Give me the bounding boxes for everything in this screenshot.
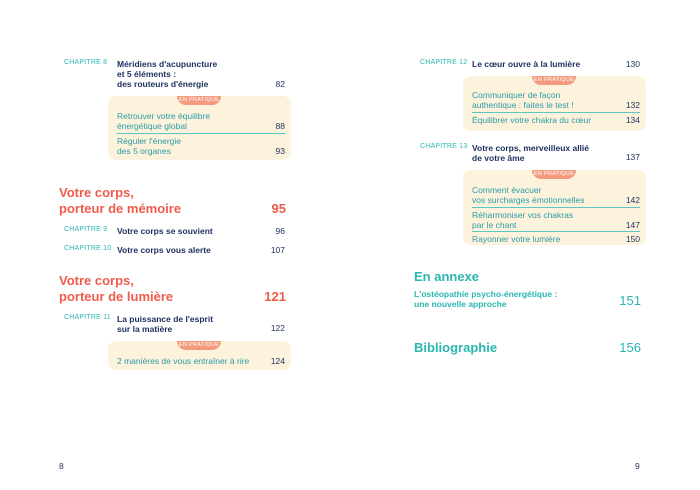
chapter-8-tag: CHAPITRE 8: [64, 59, 108, 66]
divider: [472, 207, 640, 208]
divider: [117, 133, 285, 134]
chapter-13-tag: CHAPITRE 13: [420, 143, 468, 150]
chapter-13-title-line: Votre corps, merveilleux allié: [472, 143, 590, 153]
chapter-8-title-line: des routeurs d'énergie: [117, 79, 209, 89]
bibliography-title[interactable]: Bibliographie: [414, 340, 498, 355]
practice-item-line: Communiquer de façon: [472, 90, 561, 100]
practice-item[interactable]: [117, 136, 181, 156]
practice-item-line: authentique : faites le test !: [472, 100, 574, 110]
annex-subtitle-line: une nouvelle approche: [414, 299, 507, 309]
practice-item-line: énergétique global: [117, 121, 187, 131]
chapter-10-title[interactable]: Votre corps vous alerte: [117, 245, 211, 255]
practice-item[interactable]: [472, 90, 574, 110]
chapter-10-page: 107: [270, 245, 285, 255]
part-title-line: porteur de mémoire: [59, 201, 182, 216]
chapter-13-page: 137: [625, 152, 640, 162]
practice-item-line: 2 manières de vous entraîner à rire: [117, 356, 250, 366]
chapter-11-page: 122: [270, 323, 285, 333]
part-title-line: Votre corps,: [59, 273, 134, 288]
part-title-memoire[interactable]: [59, 185, 181, 217]
practice-item[interactable]: [472, 234, 560, 244]
chapter-9-page: 96: [275, 226, 285, 236]
annex-title[interactable]: En annexe: [414, 269, 480, 284]
chapter-13-title[interactable]: [472, 143, 589, 163]
chapter-8-title-line: et 5 éléments :: [117, 69, 177, 79]
chapter-9-tag: CHAPITRE 9: [64, 226, 108, 233]
practice-item-line: Comment évacuer: [472, 185, 542, 195]
practice-item-page: 142: [625, 195, 640, 205]
chapter-10-tag: CHAPITRE 10: [64, 245, 112, 252]
chapter-11-tag: CHAPITRE 11: [64, 314, 111, 321]
practice-item-line: Rayonner votre lumière: [472, 234, 561, 244]
chapter-9-title[interactable]: Votre corps se souvient: [117, 226, 213, 236]
part-title-lumiere[interactable]: [59, 273, 173, 305]
practice-item[interactable]: [117, 356, 249, 366]
chapter-8-title[interactable]: [117, 59, 217, 89]
part-title-line: Votre corps,: [59, 185, 134, 200]
annex-subtitle-line: L'ostéopathie psycho-énergétique :: [414, 289, 558, 299]
practice-item-line: par le chant: [472, 220, 517, 230]
chapter-8-title-line: Méridiens d'acupuncture: [117, 59, 218, 69]
practice-item-page: 134: [625, 115, 640, 125]
divider: [472, 112, 640, 113]
chapter-8-page: 82: [275, 79, 285, 89]
chapter-12-title[interactable]: Le cœur ouvre à la lumière: [472, 59, 581, 69]
chapter-11-title-line: sur la matière: [117, 324, 173, 334]
en-pratique-badge: EN PRATIQUE: [178, 97, 220, 103]
part-lumiere-page: 121: [264, 289, 286, 304]
chapter-11-title-line: La puissance de l'esprit: [117, 314, 214, 324]
en-pratique-badge: EN PRATIQUE: [533, 77, 575, 83]
practice-item[interactable]: [472, 115, 591, 125]
annex-subtitle[interactable]: [414, 289, 557, 309]
part-memoire-page: 95: [271, 201, 286, 216]
part-title-line: porteur de lumière: [59, 289, 174, 304]
practice-item-line: des 5 organes: [117, 146, 171, 156]
practice-item[interactable]: [472, 185, 584, 205]
chapter-13-title-line: de votre âme: [472, 153, 525, 163]
practice-item[interactable]: [117, 111, 210, 131]
annex-page: 151: [619, 293, 641, 308]
en-pratique-badge: EN PRATIQUE: [533, 171, 575, 177]
practice-item-page: 88: [275, 121, 285, 131]
folio-right: 9: [635, 461, 640, 471]
chapter-12-tag: CHAPITRE 12: [420, 59, 468, 66]
practice-item[interactable]: [472, 210, 573, 230]
practice-item-line: Réharmoniser vos chakras: [472, 210, 574, 220]
practice-item-line: Équilibrer votre chakra du cœur: [472, 115, 592, 125]
bibliography-page: 156: [619, 340, 641, 355]
practice-item-line: Retrouver votre équilibre: [117, 111, 211, 121]
divider: [472, 231, 640, 232]
en-pratique-badge: EN PRATIQUE: [178, 342, 220, 348]
folio-left: 8: [59, 461, 64, 471]
practice-item-page: 147: [625, 220, 640, 230]
practice-item-line: Réguler l'énergie: [117, 136, 181, 146]
practice-item-page: 150: [625, 234, 640, 244]
chapter-12-page: 130: [625, 59, 640, 69]
practice-item-page: 124: [270, 356, 285, 366]
practice-item-page: 132: [625, 100, 640, 110]
chapter-11-title[interactable]: [117, 314, 213, 334]
practice-item-line: vos surcharges émotionnelles: [472, 195, 585, 205]
practice-item-page: 93: [275, 146, 285, 156]
